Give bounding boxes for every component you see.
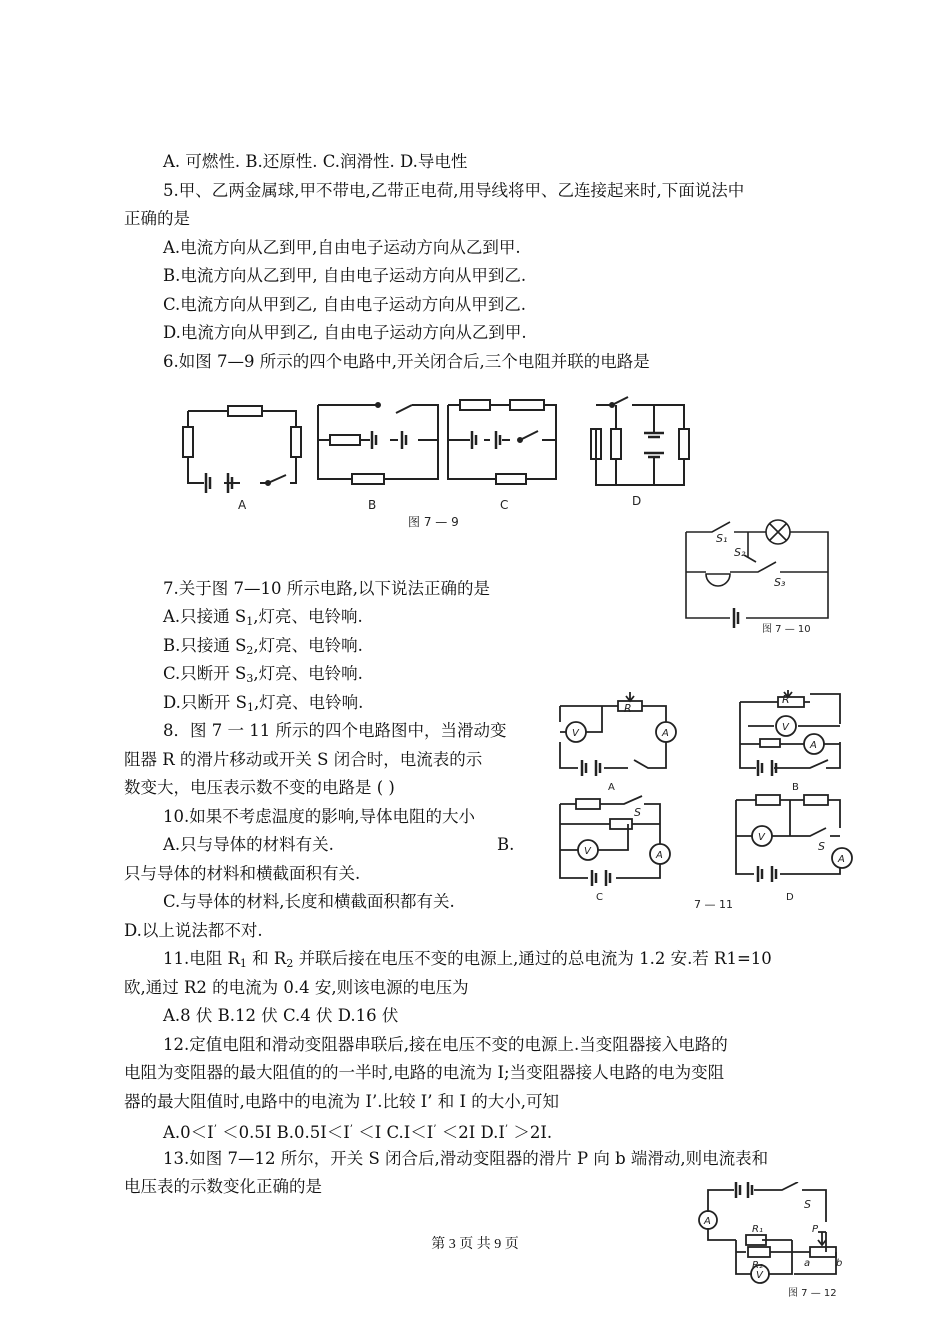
fig711-a-a: A xyxy=(662,728,669,739)
fig710-s2: S₂ xyxy=(734,546,746,559)
fig711-caption: 7 — 11 xyxy=(694,898,733,911)
fig711-b-v: V xyxy=(782,722,789,733)
fig711-c-a: A xyxy=(656,850,663,861)
fig711-d-v: V xyxy=(758,832,765,843)
circuit-c xyxy=(560,796,670,886)
page-footer: 第 3 页 共 9 页 xyxy=(431,1237,519,1252)
fig710-caption: 图 7 — 10 xyxy=(762,624,811,635)
circuit-d xyxy=(736,795,852,882)
fig712-a-meter: A xyxy=(704,1216,711,1227)
q7-stem: 7.关于图 7—10 所示电路,以下说法正确的是 xyxy=(163,579,490,598)
q10-option-a: A.只与导体的材料有关. xyxy=(163,835,334,854)
fig711-b-r: R xyxy=(782,693,790,706)
q13-stem-line1: 13.如图 7—12 所尔，开关 S 闭合后,滑动变阻器的滑片 P 向 b 端滑动,则电流表和 xyxy=(163,1149,769,1168)
fig711-a-r: R xyxy=(624,702,632,715)
fig712-caption: 图 7 — 12 xyxy=(788,1288,837,1299)
q5-option-a: A.电流方向从乙到甲,自由电子运动方向从乙到甲. xyxy=(163,238,521,257)
fig711-c-v: V xyxy=(584,846,591,857)
q12-stem-line3: 器的最大阻值时,电路中的电流为 I’.比较 I’ 和 I 的大小,可知 xyxy=(124,1092,560,1111)
fig712-v-meter: V xyxy=(756,1270,763,1281)
fig712-p: P xyxy=(812,1224,819,1235)
figure-7-11 xyxy=(548,688,860,912)
circuit-d xyxy=(591,397,689,485)
fig711-d-a: A xyxy=(838,854,845,865)
q10-option-d: D.以上说法都不对. xyxy=(124,921,263,940)
q7-option-c: C.只断开 $S_3$,灯亮、电铃响. xyxy=(163,664,363,685)
circuit-c xyxy=(448,400,556,484)
q8-stem-line3: 数变大，电压表示数不变的电路是 ( ) xyxy=(124,778,395,797)
fig712-a: a xyxy=(804,1258,811,1269)
fig79-label-d: D xyxy=(632,494,642,508)
figure-7-10 xyxy=(678,512,848,642)
q7-option-b: B.只接通 $S_2$,灯亮、电铃响. xyxy=(163,636,363,657)
bell-icon xyxy=(706,574,730,586)
fig711-a-v: V xyxy=(572,728,579,739)
fig711-label-c: C xyxy=(596,892,603,903)
q5-option-d: D.电流方向从甲到乙, 自由电子运动方向从乙到甲. xyxy=(163,323,527,342)
circuit-a xyxy=(183,406,301,493)
q12-options: A.0＜I’ ＜0.5I B.0.5I＜I’ ＜I C.I＜I’ ＜2I D.I’ ＞2I. xyxy=(163,1123,553,1142)
fig79-caption: 图 7 — 9 xyxy=(408,515,459,529)
fig712-r2: R₂ xyxy=(752,1260,763,1271)
figure-7-9 xyxy=(180,395,700,530)
fig712-s: S xyxy=(804,1198,811,1211)
q4-options: A. 可燃性. B.还原性. C.润滑性. D.导电性 xyxy=(163,152,468,171)
q5-stem-line2: 正确的是 xyxy=(124,209,190,228)
fig710-s3: S₃ xyxy=(774,576,786,589)
q8-stem-line2: 阻器 R 的滑片移动或开关 S 闭合时，电流表的示 xyxy=(124,750,483,769)
fig711-d-s: S xyxy=(818,840,825,853)
fig79-label-c: C xyxy=(500,498,509,512)
q5-option-c: C.电流方向从甲到乙, 自由电子运动方向从甲到乙. xyxy=(163,295,527,314)
fig711-c-s: S xyxy=(634,806,641,819)
q11-options: A.8 伏 B.12 伏 C.4 伏 D.16 伏 xyxy=(163,1006,399,1025)
fig712-r1: R₁ xyxy=(752,1224,763,1235)
fig712-b: b xyxy=(836,1258,843,1269)
fig711-label-b: B xyxy=(792,782,799,793)
fig710-s1: S₁ xyxy=(716,532,728,545)
q12-stem-line2: 电阻为变阻器的最大阻值的的一半时,电路的电流为 I;当变阻器接人电路的电为变阻 xyxy=(124,1063,725,1082)
q12-stem-line1: 12.定值电阻和滑动变阻器串联后,接在电压不变的电源上.当变阻器接入电路的 xyxy=(163,1035,728,1054)
q6-stem: 6.如图 7—9 所示的四个电路中,开关闭合后,三个电阻并联的电路是 xyxy=(163,352,650,371)
fig79-label-b: B xyxy=(368,498,377,512)
q10-option-b-label: B. xyxy=(497,835,515,854)
q7-option-d: D.只断开 $S_1$,灯亮、电铃响. xyxy=(163,693,364,714)
q11-stem-line2: 欧,通过 R2 的电流为 0.4 安,则该电源的电压为 xyxy=(124,978,469,997)
fig79-label-a: A xyxy=(238,498,247,512)
fig711-label-a: A xyxy=(608,782,615,793)
q5-stem-line1: 5.甲、乙两金属球,甲不带电,乙带正电荷,用导线将甲、乙连接起来时,下面说法中 xyxy=(163,181,745,200)
q8-stem-line1: 8．图 7 一 11 所示的四个电路图中，当滑动变 xyxy=(163,721,507,740)
q10-option-c: C.与导体的材料,长度和横截面积都有关. xyxy=(163,892,455,911)
q13-stem-line2: 电压表的示数变化正确的是 xyxy=(124,1177,322,1196)
q11-stem-line1: 11.电阻 $R_1$ 和 $R_2$ 并联后接在电压不变的电源上,通过的总电流为 1.2 安.若 R1=10 xyxy=(163,949,772,970)
q7-option-a: A.只接通 $S_1$,灯亮、电铃响. xyxy=(163,607,363,628)
q10-stem: 10.如果不考虑温度的影响,导体电阻的大小 xyxy=(163,807,475,826)
q5-option-b: B.电流方向从乙到甲, 自由电子运动方向从甲到乙. xyxy=(163,266,527,285)
q10-option-b: 只与导体的材料和横截面积有关. xyxy=(124,864,361,883)
circuit-b xyxy=(740,690,840,776)
fig711-label-d: D xyxy=(786,892,794,903)
circuit-b xyxy=(318,403,438,484)
fig711-b-a: A xyxy=(810,740,817,751)
